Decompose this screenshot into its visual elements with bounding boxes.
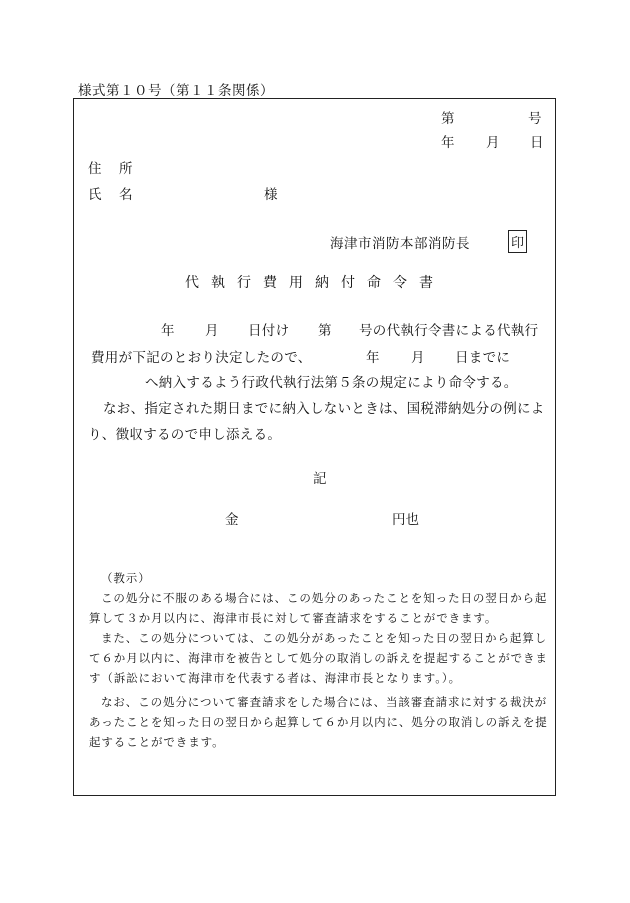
ki-mark: 記 xyxy=(313,471,327,487)
notice-line: この処分に不服のある場合には、この処分のあったことを知った日の翌日から起 xyxy=(101,591,548,605)
date-month: 月 xyxy=(486,135,500,151)
issuer-name: 海津市消防本部消防長 xyxy=(330,236,470,252)
document-title: 代執行費用納付命令書 xyxy=(185,275,445,291)
notice-line: 算して３か月以内に、海津市長に対して審査請求をすることができます。 xyxy=(89,611,498,625)
body-line2-month: 月 xyxy=(411,350,425,366)
body-line2-year: 年 xyxy=(366,350,380,366)
number-prefix: 第 xyxy=(441,111,455,127)
body-line3: へ納入するよう行政代執行法第５条の規定により命令する。 xyxy=(145,375,518,391)
body-line2-rest: 日までに xyxy=(455,350,511,366)
amount-suffix: 円也 xyxy=(392,512,419,528)
notice-line: なお、この処分について審査請求をした場合には、当該審査請求に対する裁決が xyxy=(101,695,548,709)
name-label: 氏 名 xyxy=(88,187,135,203)
address-label: 住 所 xyxy=(88,161,135,177)
form-label: 様式第１０号（第１１条関係） xyxy=(78,83,274,99)
notice-line: また、この処分については、この処分があったことを知った日の翌日から起算し xyxy=(101,631,548,645)
notice-line: 起することができます。 xyxy=(89,735,225,749)
date-year: 年 xyxy=(441,135,455,151)
seal-mark: 印 xyxy=(508,230,527,253)
number-suffix: 号 xyxy=(528,111,542,127)
date-day: 日 xyxy=(530,135,544,151)
body-line4: なお、指定された期日までに納入しないときは、国税滞納処分の例によ xyxy=(103,401,545,417)
form-frame xyxy=(73,98,556,796)
body-line2-start: 費用が下記のとおり決定したので、 xyxy=(91,350,312,366)
body-no: 第 xyxy=(318,323,332,339)
honorific: 様 xyxy=(264,187,278,203)
notice-heading: （教示） xyxy=(101,571,151,585)
amount-prefix: 金 xyxy=(225,512,239,528)
body-month: 月 xyxy=(205,323,219,339)
body-line5: り、徴収するので申し添える。 xyxy=(88,427,282,443)
body-year: 年 xyxy=(161,323,175,339)
notice-line: て６か月以内に、海津市を被告として処分の取消しの訴えを提起することができま xyxy=(89,651,548,665)
body-line1-rest: 号の代執行令書による代執行 xyxy=(359,323,539,339)
notice-line: す（訴訟において海津市を代表する者は、海津市長となります。）。 xyxy=(89,671,461,685)
body-dated: 日付け xyxy=(248,323,290,339)
notice-line: あったことを知った日の翌日から起算して６か月以内に、処分の取消しの訴えを提 xyxy=(89,715,548,729)
